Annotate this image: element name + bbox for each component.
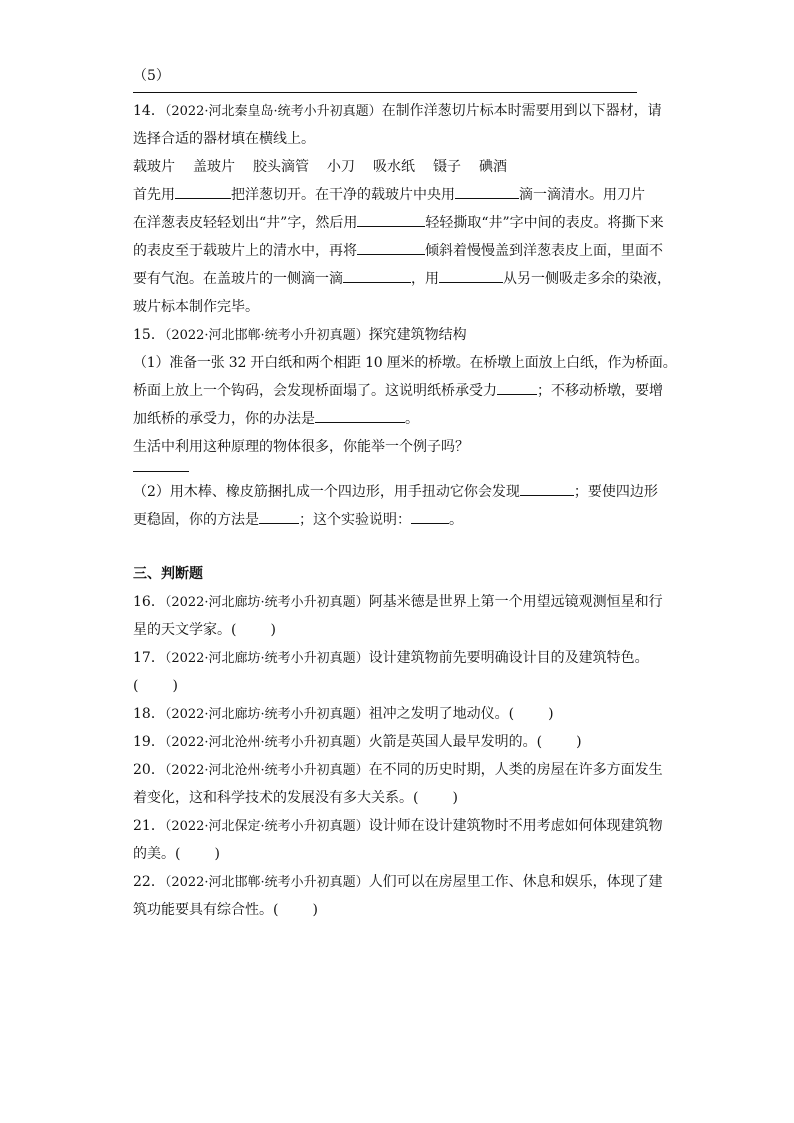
q14-para-line1 [133,181,663,209]
text: 把洋葱切开。在干净的载玻片中央用 [231,187,455,203]
q15-sub1-line2 [133,377,663,405]
text: 设计师在设计建筑物时不用考虑如何体现建筑物 [368,818,663,834]
text: 桥面上放上一个钩码，会发现桥面塌了。这说明纸桥承受力 [133,383,497,399]
q15-number: 15． [133,327,165,343]
text: 的美。( [133,846,181,862]
question-number: 19． [133,734,165,750]
material-item: 载玻片 [133,159,175,175]
text: ) [548,706,554,722]
text: 倾斜着慢慢盖到洋葱表皮上面，里面不 [425,243,663,259]
fill-blank[interactable] [455,181,519,199]
section-title-judgment: 三、判断题 [133,566,203,582]
text: 。 [449,512,463,528]
fill-blank[interactable] [411,506,449,524]
q19-line1 [133,728,663,756]
q14-para-line3 [133,237,663,265]
question-source: （2022·河北廊坊·统考小升初真题） [164,707,369,722]
q14-stem-b: 选择合适的器材填在横线上。 [133,131,315,147]
material-item: 镊子 [433,159,461,175]
question-source: （2022·河北保定·统考小升初真题） [164,819,369,834]
fill-blank[interactable] [343,265,411,283]
q16-line1 [133,588,663,616]
text: 。 [405,411,419,427]
text: 玻片标本制作完毕。 [133,299,259,315]
question-number: 22． [133,874,165,890]
text: 生活中利用这种原理的物体很多，你能举一个例子吗？ [133,439,469,455]
text: ) [270,622,276,638]
question-number: 20． [133,762,165,778]
question-source: （2022·河北邯郸·统考小升初真题） [164,875,369,890]
text: 筑功能要具有综合性。( [133,902,279,918]
question-number: 17． [133,650,165,666]
text: ) [172,678,178,694]
fill-blank[interactable] [497,377,537,395]
text: ) [452,790,458,806]
q15-title: 探究建筑物结构 [368,327,467,343]
q14-stem-line2 [133,125,663,153]
text: 加纸桥的承受力，你的办法是 [133,411,315,427]
question-number: 16． [133,594,165,610]
fill-blank[interactable] [439,265,503,283]
text: 在不同的历史时期，人类的房屋在许多方面发生 [368,762,663,778]
question-source: （2022·河北沧州·统考小升初真题） [164,763,369,778]
text: ；不移动桥墩，要增 [537,383,663,399]
text: ；这个实验说明： [299,512,411,528]
text: ，用 [411,271,439,287]
text: （2）用木棒、橡皮筋捆扎成一个四边形，用手扭动它你会发现 [133,484,520,500]
text: 着变化，这和科学技术的发展没有多大关系。( [133,790,419,806]
q14-para-line2 [133,209,663,237]
text: ) [576,734,582,750]
material-item: 小刀 [327,159,355,175]
text: 星的天文学家。( [133,622,237,638]
fill-blank[interactable] [259,506,299,524]
q15-sub1-line4 [133,433,663,461]
q15-sub1-line1 [133,349,677,377]
fill-blank[interactable] [315,405,405,423]
text: 阿基米德是世界上第一个用望远镜观测恒星和行 [368,594,663,610]
q14-source: （2022·河北秦皇岛·统考小升初真题） [164,104,382,119]
material-item: 胶头滴管 [253,159,309,175]
q15-sub2-line1 [133,478,663,506]
q14-materials [133,153,663,181]
page-content [133,62,677,924]
text: ( [133,678,139,694]
q15-sub2-line2 [133,506,663,534]
q20-line2 [133,784,663,812]
text: 更稳固，你的方法是 [133,512,259,528]
q14-para-line4 [133,265,671,293]
q14-stem-a: 在制作洋葱切片标本时需要用到以下器材，请 [381,103,662,119]
q14-stem-line1 [133,97,663,125]
text: 要有气泡。在盖玻片的一侧滴一滴 [133,271,343,287]
q22-line2 [133,896,663,924]
text: 轻轻撕取“井”字中间的表皮。将撕下来 [425,215,664,231]
text: 人们可以在房屋里工作、休息和娱乐，体现了建 [368,874,663,890]
text: 的表皮至于载玻片上的清水中，再将 [133,243,357,259]
q16-line2 [133,616,663,644]
q14-para-line5 [133,293,663,321]
text: 首先用 [133,187,175,203]
fill-blank[interactable] [357,209,425,227]
fill-blank[interactable] [175,181,231,199]
text: ) [214,846,220,862]
q14-number: 14． [133,103,165,119]
q22-line1 [133,868,663,896]
q13-item5 [133,62,663,90]
q13-item5-label: （5） [133,68,170,84]
answer-line-q13-item5[interactable] [133,92,637,93]
text: 从另一侧吸走多余的染液， [503,271,671,287]
fill-blank[interactable] [520,478,574,496]
text: 滴一滴清水。用刀片 [519,187,645,203]
question-number: 21． [133,818,165,834]
q15-sub1-line3 [133,405,663,433]
fill-blank[interactable] [357,237,425,255]
text: 设计建筑物前先要明确设计目的及建筑特色。 [368,650,649,666]
question-source: （2022·河北廊坊·统考小升初真题） [164,595,369,610]
material-item: 盖玻片 [193,159,235,175]
q18-line1 [133,700,663,728]
q17-line2 [133,672,663,700]
question-source: （2022·河北沧州·统考小升初真题） [164,735,369,750]
q21-line1 [133,812,663,840]
q20-line1 [133,756,663,784]
q15-source: （2022·河北邯郸·统考小升初真题） [164,328,369,343]
text: 祖冲之发明了地动仪。( [368,706,515,722]
text: ；要使四边形 [573,484,658,500]
q15-stem [133,321,663,349]
text: ) [312,902,318,918]
text: 火箭是英国人最早发明的。( [368,734,543,750]
material-item: 吸水纸 [373,159,415,175]
answer-line-q15-example[interactable] [133,471,189,472]
text: 在洋葱表皮轻轻划出“井”字，然后用 [133,215,358,231]
q21-line2 [133,840,663,868]
question-number: 18． [133,706,165,722]
q17-line1 [133,644,663,672]
question-source: （2022·河北廊坊·统考小升初真题） [164,651,369,666]
material-item: 碘酒 [479,159,507,175]
text: （1）准备一张 32 开白纸和两个相距 10 厘米的桥墩。在桥墩上面放上白纸，作为桥面。 [133,355,677,371]
